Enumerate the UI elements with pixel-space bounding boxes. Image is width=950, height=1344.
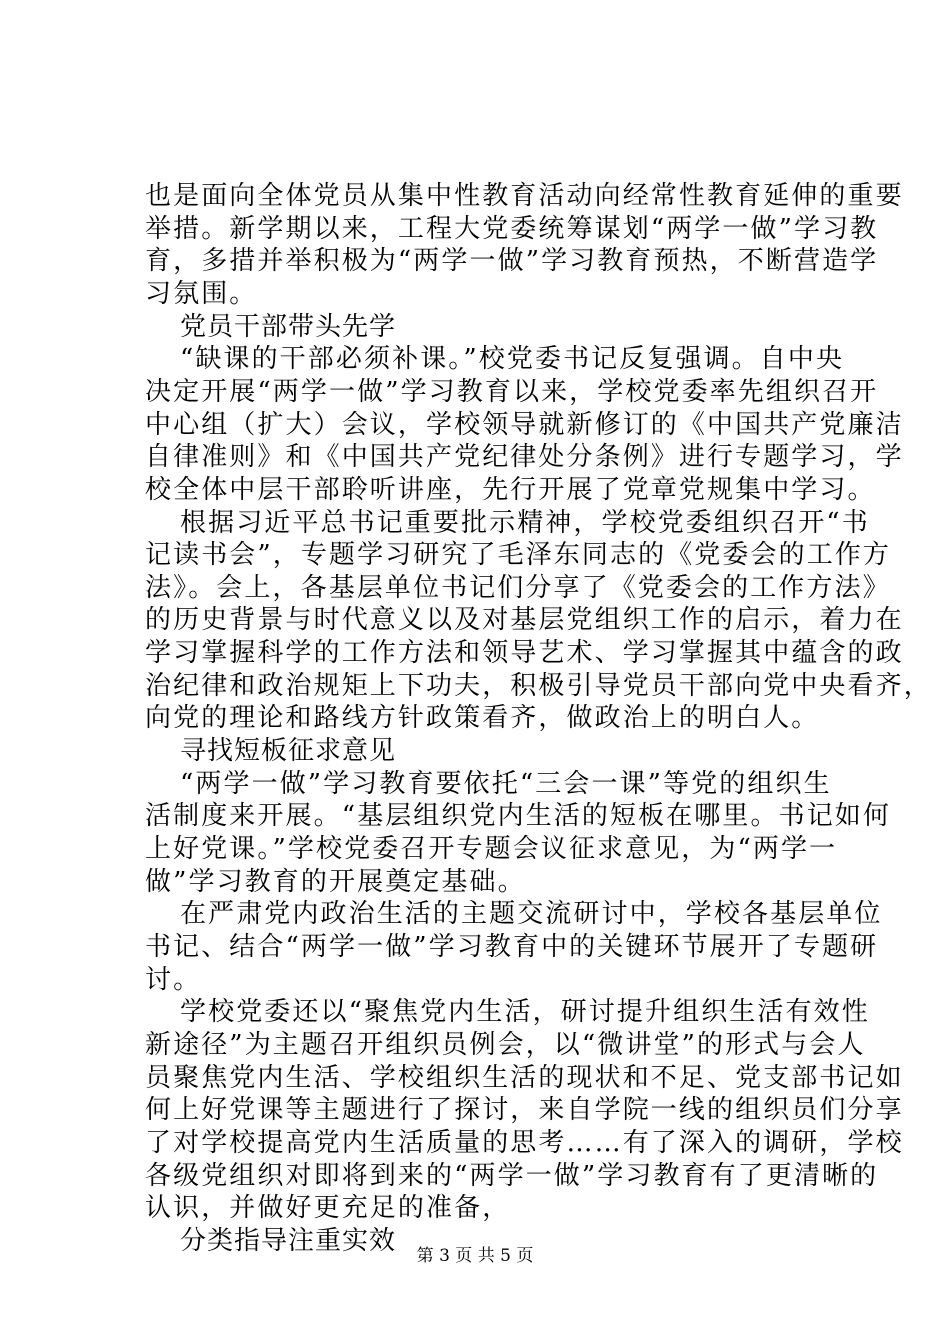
text-line: 育，多措并举积极为“两学一做”学习教育预热，不断营造学 — [145, 246, 879, 277]
text-line: 举措。新学期以来，工程大党委统筹谋划“两学一做”学习教 — [145, 213, 879, 244]
text-line: 做”学习教育的开展奠定基础。 — [145, 866, 526, 897]
text-line: 习氛围。 — [145, 278, 258, 309]
page-footer: 第 3 页 共 5 页 — [416, 1246, 534, 1266]
text-line: 员聚焦党内生活、学校组织生活的现状和不足、党支部书记如 — [145, 1062, 904, 1093]
section-heading: 分类指导注重实效 — [180, 1225, 397, 1256]
text-line: 学校党委还以“聚焦党内生活，研讨提升组织生活有效性 — [180, 997, 870, 1028]
text-line: 决定开展“两学一做”学习教育以来，学校党委率先组织召开 — [145, 376, 879, 407]
text-line: 何上好党课等主题进行了探讨，来自学院一线的组织员们分享 — [145, 1095, 904, 1126]
text-line: “两学一做”学习教育要依托“三会一课”等党的组织生 — [180, 768, 832, 799]
text-line: 学习掌握科学的工作方法和领导艺术、学习掌握其中蕴含的政 — [145, 638, 904, 669]
text-line: 在严肃党内政治生活的主题交流研讨中，学校各基层单位 — [180, 899, 883, 930]
section-heading: 党员干部带头先学 — [180, 311, 397, 342]
text-line: 向党的理论和路线方针政策看齐，做政治上的明白人。 — [145, 703, 820, 734]
text-line: 认识，并做好更充足的准备， — [145, 1193, 511, 1224]
text-line: 上好党课。”学校党委召开专题会议征求意见，为“两学一 — [145, 834, 838, 864]
text-line: 根据习近平总书记重要批示精神，学校党委组织召开“书 — [180, 507, 870, 538]
section-heading: 寻找短板征求意见 — [180, 736, 397, 767]
text-line: 治纪律和政治规矩上下功夫，积极引导党员干部向党中央看齐， — [145, 670, 932, 701]
text-line: “缺课的干部必须补课。”校党委书记反复强调。自中央 — [180, 344, 845, 375]
text-line: 中心组（扩大）会议，学校领导就新修订的《中国共产党廉洁 — [145, 409, 904, 440]
text-line: 记读书会”，专题学习研究了毛泽东同志的《党委会的工作方 — [145, 540, 891, 571]
text-line: 也是面向全体党员从集中性教育活动向经常性教育延伸的重要 — [145, 181, 904, 211]
text-line: 讨。 — [145, 964, 202, 995]
text-line: 自律准则》和《中国共产党纪律处分条例》进行专题学习，学 — [145, 442, 904, 473]
text-line: 法》。会上，各基层单位书记们分享了《党委会的工作方法》 — [145, 572, 891, 603]
text-line: 各级党组织对即将到来的“两学一做”学习教育有了更清晰的 — [145, 1160, 879, 1191]
text-line: 校全体中层干部聆听讲座，先行开展了党章党规集中学习。 — [145, 474, 876, 505]
text-line: 活制度来开展。“基层组织党内生活的短板在哪里。书记如何 — [145, 801, 891, 832]
text-line: 新途径”为主题召开组织员例会，以“微讲堂”的形式与会人 — [145, 1029, 866, 1060]
text-line: 了对学校提高党内生活质量的思考……有了深入的调研，学校 — [145, 1127, 904, 1158]
text-line: 的历史背景与时代意义以及对基层党组织工作的启示，着力在 — [145, 605, 904, 636]
text-line: 书记、结合“两学一做”学习教育中的关键环节展开了专题研 — [145, 931, 879, 962]
